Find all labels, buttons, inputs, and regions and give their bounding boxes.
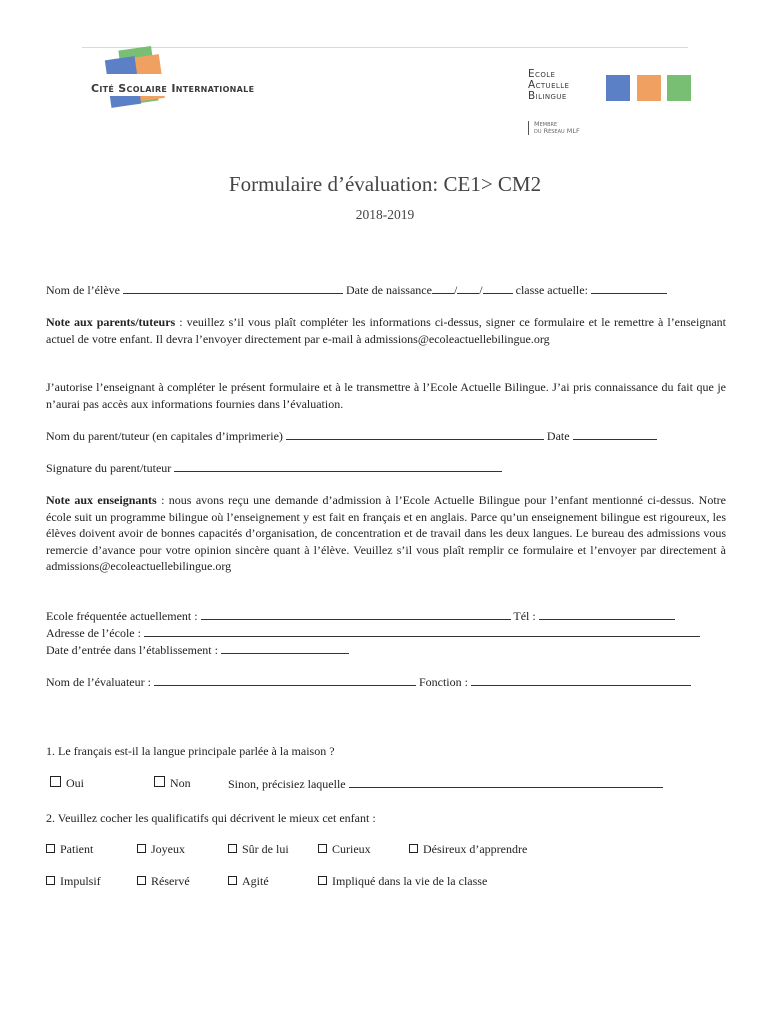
q1-otherwise-line xyxy=(228,776,663,792)
evaluator-name-label: Nom de l’évaluateur : xyxy=(46,675,151,689)
authorization-text: J’autorise l’enseignant à compléter le présent formulaire et à le transmettre à l’Ecole Actuelle Bilingue. J’ai pris connaissance du fait que je n’aurai pas accès aux informations fournies dans l’évaluation. xyxy=(46,380,726,411)
phone-label: Tél : xyxy=(513,609,536,623)
school-address-line xyxy=(46,625,726,642)
current-school-field[interactable] xyxy=(201,608,511,620)
trait-reserve-label: Réservé xyxy=(151,874,190,888)
trait-curieux-label: Curieux xyxy=(332,842,371,856)
trait-sur-de-lui[interactable] xyxy=(228,842,289,857)
teachers-note-text: : nous avons reçu une demande d’admission à l’Ecole Actuelle Bilingue pour l’enfant mentionné ci-dessus. Notre école suit un programme bilingue où l’enseignement y est fait en français et en anglais. Parce qu’un enseignement bilingue est rigoureux, les élèves doivent avoir de bonnes capacités d’organisation, de concentration et de travail dans les deux langues. Le bureau des admissions vous remercie d’avance pour votre opinion sincère quant à l’élève. Veuillez s’il vous plaît remplir ce formulaire et l’envoyer par directement à admissions@ecoleactuellebilingue.org xyxy=(46,493,726,573)
trait-implique[interactable] xyxy=(318,874,487,889)
school-address-label: Adresse de l’école : xyxy=(46,626,141,640)
parent-name-label: Nom du parent/tuteur (en capitales d’imprimerie) xyxy=(46,429,283,443)
teachers-note xyxy=(46,492,726,575)
student-name-label: Nom de l’élève xyxy=(46,283,120,297)
checkbox-impulsif[interactable] xyxy=(46,876,55,885)
q1-otherwise-label: Sinon, précisiez laquelle xyxy=(228,777,346,791)
trait-curieux[interactable] xyxy=(318,842,371,857)
eab-line-1: Ecole xyxy=(528,68,556,80)
signature-line xyxy=(46,460,726,477)
checkbox-curieux[interactable] xyxy=(318,844,327,853)
trait-sur-de-lui-label: Sûr de lui xyxy=(242,842,289,856)
parents-note xyxy=(46,314,726,347)
evaluator-line xyxy=(46,674,726,691)
eab-line-3: Bilingue xyxy=(528,90,567,102)
evaluator-name-field[interactable] xyxy=(154,674,416,686)
birth-year-field[interactable] xyxy=(483,282,513,294)
trait-joyeux[interactable] xyxy=(137,842,185,857)
eab-line-2: Actuelle xyxy=(528,79,570,91)
trait-agite[interactable] xyxy=(228,874,269,889)
student-name-field[interactable] xyxy=(123,282,343,294)
trait-reserve[interactable] xyxy=(137,874,190,889)
parent-name-line xyxy=(46,428,726,445)
eab-block-orange xyxy=(637,75,661,101)
parent-name-field[interactable] xyxy=(286,428,544,440)
parent-date-label: Date xyxy=(546,429,570,443)
evaluator-function-field[interactable] xyxy=(471,674,691,686)
checkbox-no[interactable] xyxy=(154,776,165,787)
current-school-label: Ecole fréquentée actuellement : xyxy=(46,609,198,623)
trait-agite-label: Agité xyxy=(242,874,269,888)
eab-block-blue xyxy=(606,75,630,101)
parents-note-text: : veuillez s’il vous plaît compléter les informations ci-dessus, signer ce formulaire et le remettre à l’enseignant actuel de votre enfant. Il devra l’envoyer directement par e-mail à admissions@ecoleactuellebilingue.org xyxy=(46,315,727,346)
trait-desireux-label: Désireux d’apprendre xyxy=(423,842,528,856)
cite-scolaire-name: Cité Scolaire Internationale xyxy=(91,82,255,95)
signature-field[interactable] xyxy=(174,460,502,472)
checkbox-agite[interactable] xyxy=(228,876,237,885)
trait-impulsif[interactable] xyxy=(46,874,101,889)
eab-logo-text xyxy=(528,69,569,102)
checkbox-yes[interactable] xyxy=(50,776,61,787)
member-line-2: du Réseau MLF xyxy=(534,127,580,135)
header-rule xyxy=(82,47,688,48)
teachers-note-heading: Note aux enseignants xyxy=(46,493,157,507)
trait-patient-label: Patient xyxy=(60,842,94,856)
member-line-1: Membre xyxy=(534,120,558,128)
checkbox-implique[interactable] xyxy=(318,876,327,885)
parent-date-field[interactable] xyxy=(573,428,657,440)
trait-desireux[interactable] xyxy=(409,842,527,857)
checkbox-joyeux[interactable] xyxy=(137,844,146,853)
entry-date-field[interactable] xyxy=(221,642,349,654)
entry-date-line xyxy=(46,642,726,659)
q1-yes-label: Oui xyxy=(66,776,84,790)
evaluator-function-label: Fonction : xyxy=(418,675,468,689)
school-year: 2018-2019 xyxy=(355,207,415,222)
mlf-member-label xyxy=(528,121,580,135)
school-address-field[interactable] xyxy=(144,625,700,637)
class-label: classe actuelle: xyxy=(515,283,588,297)
q1-option-no[interactable] xyxy=(154,776,191,791)
trait-impulsif-label: Impulsif xyxy=(60,874,101,888)
q1-otherwise-field[interactable] xyxy=(349,776,663,788)
parents-note-heading: Note aux parents/tuteurs xyxy=(46,315,176,329)
trait-joyeux-label: Joyeux xyxy=(151,842,185,856)
birth-date-label: Date de naissance xyxy=(345,283,432,297)
q1-option-yes[interactable] xyxy=(50,776,84,791)
question-1: 1. Le français est-il la langue principale parlée à la maison ? xyxy=(46,744,335,758)
eab-block-green xyxy=(667,75,691,101)
birth-month-field[interactable] xyxy=(457,282,479,294)
question-2: 2. Veuillez cocher les qualificatifs qui décrivent le mieux cet enfant : xyxy=(46,811,376,825)
checkbox-patient[interactable] xyxy=(46,844,55,853)
current-school-line xyxy=(46,608,726,625)
q1-no-label: Non xyxy=(170,776,191,790)
phone-field[interactable] xyxy=(539,608,675,620)
checkbox-desireux[interactable] xyxy=(409,844,418,853)
form-title: Formulaire d’évaluation: CE1> CM2 xyxy=(228,172,542,196)
entry-date-label: Date d’entrée dans l’établissement : xyxy=(46,643,218,657)
trait-patient[interactable] xyxy=(46,842,93,857)
signature-label: Signature du parent/tuteur xyxy=(46,461,172,475)
class-field[interactable] xyxy=(591,282,667,294)
birth-day-field[interactable] xyxy=(432,282,454,294)
checkbox-sur-de-lui[interactable] xyxy=(228,844,237,853)
checkbox-reserve[interactable] xyxy=(137,876,146,885)
student-info-line: Nom de l’élève Date de naissance / / classe actuelle: xyxy=(46,282,726,299)
trait-implique-label: Impliqué dans la vie de la classe xyxy=(332,874,488,888)
